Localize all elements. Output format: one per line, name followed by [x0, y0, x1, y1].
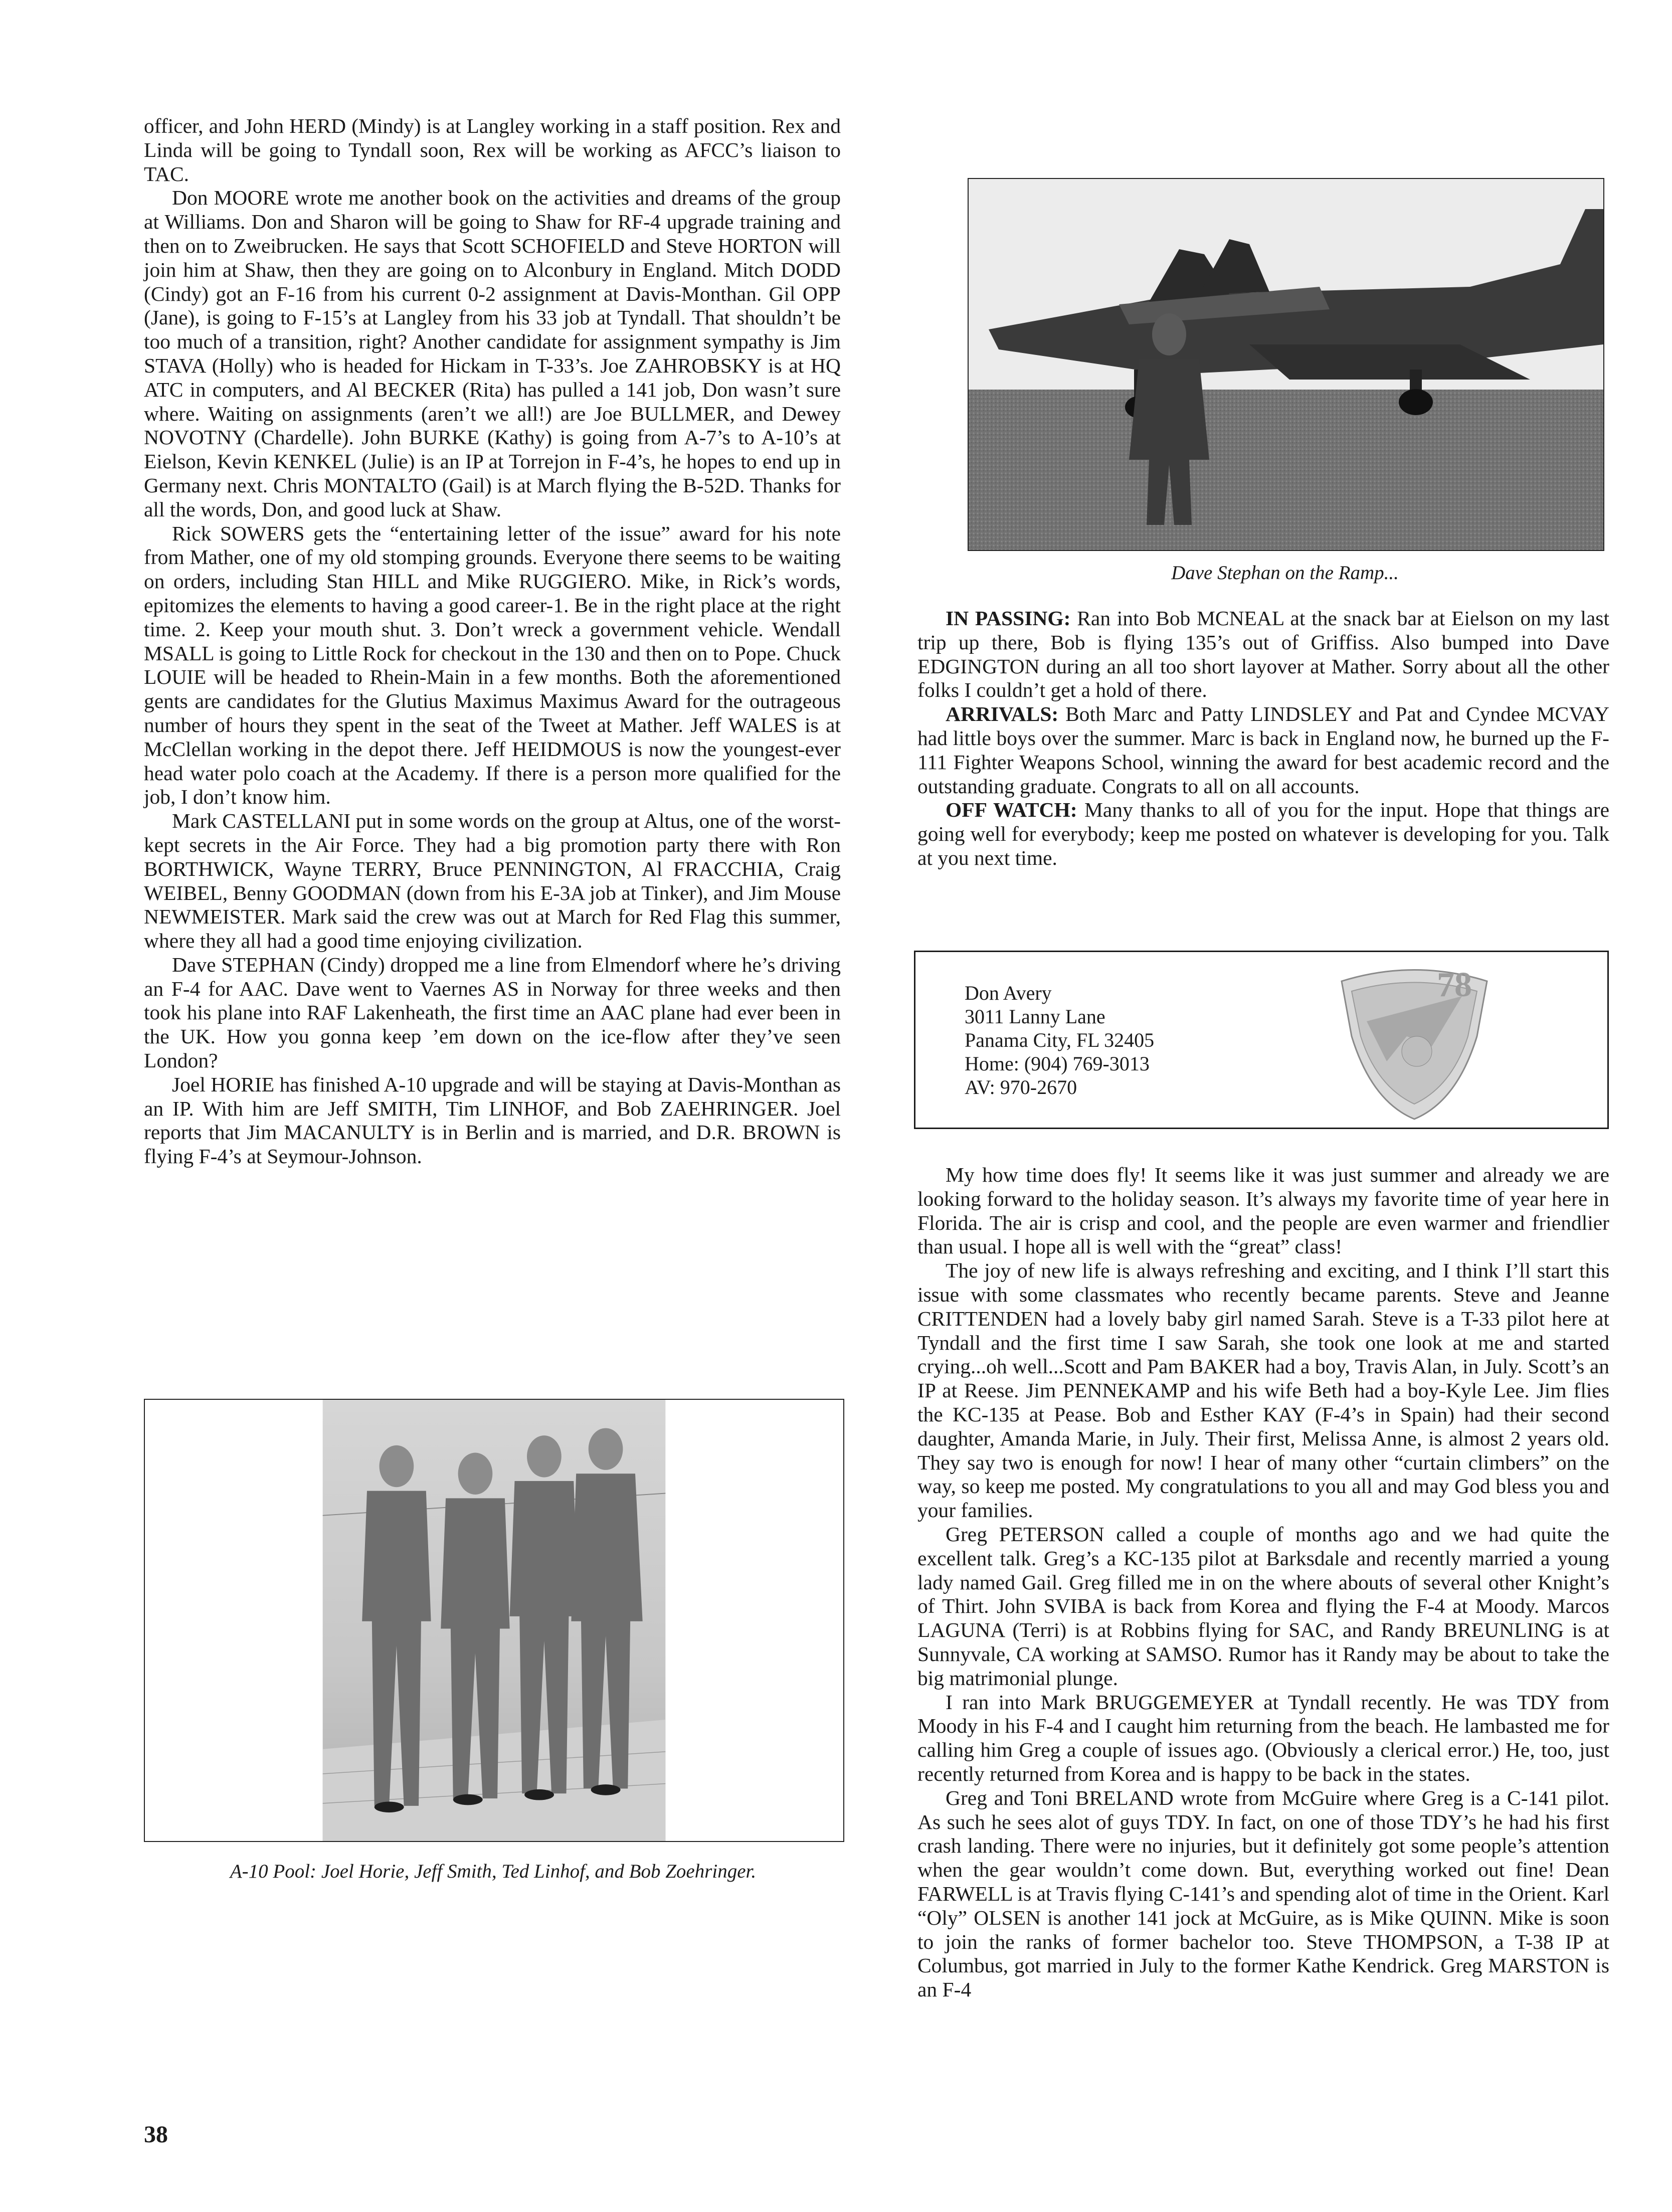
- paragraph: Greg and Toni BRELAND wrote from McGuire where Greg is a C-141 pilot. As such he sees alot of guys TDY. In fact, on one of those TDY’s he had his first crash landing. There were no injuries, but it definitely got some people’s attention when the gear wouldn’t come down. But, everything worked out fine! Dean FARWELL is at Travis flying C-141’s and spending alot of time in the Orient. Karl “Oly” OLSEN is another 141 jock at McGuire, as is Mike QUINN. Mike is soon to join the ranks of former bachelor too. Steve THOMPSON, a T-38 IP at Columbus, got married in July to the former Kathe Kendrick. Greg MARSTON is an F-4: [917, 1786, 1609, 2001]
- in-passing-paragraph: [917, 607, 1609, 702]
- paragraph: Greg PETERSON called a couple of months ago and we had quite the excellent talk. Greg’s a KC-135 pilot at Barksdale and recently married a young lady named Gail. Greg filled me in on the where abouts of several other Knight’s of Thirt. John SVIBA is back from Korea and flying the F-4 at Moody. Marcos LAGUNA (Terri) is at Robbins flying for SAC, and Randy BREUNLING is at Sunnyvale, CA working at SAMSO. Rumor has it Randy may be about to take the big matrimonial plunge.: [917, 1522, 1609, 1690]
- address-home-phone: Home: (904) 769-3013: [965, 1052, 1150, 1075]
- paragraph: Mark CASTELLANI put in some words on the group at Altus, one of the worst-kept secrets in the Air Force. They had a big promotion party there with Ron BORTHWICK, Wayne TERRY, Bruce PENNINGTON, Al FRACCHIA, Craig WEIBEL, Benny GOODMAN (down from his E-3A job at Tinker), and Jim Mouse NEWMEISTER. Mark said the crew was out at March for Red Flag this summer, where they all had a good time enjoying civilization.: [144, 809, 841, 953]
- off-watch-text: Many thanks to all of you for the input. Hope that things are going well for everybody; keep me posted on whatever is developing for you. Talk at you next time.: [917, 798, 1609, 869]
- crew-photo: [144, 1399, 844, 1842]
- off-watch-head: OFF WATCH:: [946, 798, 1077, 822]
- right-column-lower: [917, 1163, 1609, 2002]
- address-box: [914, 951, 1609, 1129]
- address-name: Don Avery: [965, 982, 1052, 1004]
- address-lines: [965, 981, 1154, 1099]
- arrivals-head: ARRIVALS:: [946, 702, 1059, 726]
- crest-year: 78: [1437, 966, 1472, 1004]
- left-column-text: [144, 114, 841, 1169]
- paragraph: My how time does fly! It seems like it was just summer and already we are looking forward to the holiday season. It’s always my favorite time of year here in Florida. The air is crisp and cool, and the people are even warmer and friendlier than usual. I hope all is well with the “great” class!: [917, 1163, 1609, 1258]
- paragraph: Joel HORIE has finished A-10 upgrade and will be staying at Davis-Monthan as an IP. With him are Jeff SMITH, Tim LINHOF, and Bob ZAEHRINGER. Joel reports that Jim MACANULTY is in Berlin and is married, and D.R. BROWN is flying F-4’s at Seymour-Johnson.: [144, 1072, 841, 1168]
- in-passing-text: Ran into Bob MCNEAL at the snack bar at Eielson on my last trip up there, Bob is flying 135’s out of Griffiss. Also bumped into Dave EDGINGTON during an all too short layover at Mather. Sorry about all the other folks I couldn’t get a hold of there.: [917, 607, 1609, 702]
- page-number: 38: [144, 2121, 168, 2148]
- arrivals-paragraph: [917, 702, 1609, 798]
- crew-illustration: [145, 1400, 843, 1841]
- class-crest-icon: [1332, 961, 1497, 1122]
- address-av-phone: AV: 970-2670: [965, 1076, 1077, 1098]
- in-passing-head: IN PASSING:: [946, 607, 1071, 630]
- paragraph: Rick SOWERS gets the “entertaining letter of the issue” award for his note from Mather, one of my old stomping grounds. Everyone there seems to be waiting on orders, including Stan HILL and Mike RUGGIERO. Mike, in Rick’s words, epitomizes the elements to having a good career-1. Be in the right place at the right time. 2. Keep your mouth shut. 3. Don’t wreck a government vehicle. Wendall MSALL is going to Little Rock for checkout in the 130 and then on to Pope. Chuck LOUIE will be headed to Rhein-Main in a few months. Both the aforementioned gents are candidates for the Glutius Maximus Maximus Award for the outrageous number of hours they spent in the seat of the Tweet at Mather. Jeff WALES is at McClellan working in the depot there. Jeff HEIDMOUS is now the youngest-ever head water polo coach at the Academy. If there is a person more qualified for the job, I don’t know him.: [144, 521, 841, 809]
- address-city: Panama City, FL 32405: [965, 1029, 1155, 1051]
- jet-photo-caption: Dave Stephan on the Ramp...: [1171, 562, 1399, 584]
- crew-photo-caption: A-10 Pool: Joel Horie, Jeff Smith, Ted Linhof, and Bob Zoehringer.: [230, 1861, 757, 1882]
- jet-photo: [968, 178, 1604, 551]
- arrivals-text: Both Marc and Patty LINDSLEY and Pat and Cyndee MCVAY had little boys over the summer. Marc is back in England now, he burned up the F-111 Fighter Weapons School, winning the award for best academic record and the outstanding graduate. Congrats to all on all accounts.: [917, 702, 1609, 798]
- paragraph: I ran into Mark BRUGGEMEYER at Tyndall recently. He was TDY from Moody in his F-4 and I caught him returning from the beach. He lambasted me for calling him Greg a couple of issues ago. (Obviously a clerical error.) He, too, just recently returned from Korea and is happy to be back in the states.: [917, 1690, 1609, 1785]
- right-column-upper: [917, 607, 1609, 870]
- paragraph: The joy of new life is always refreshing and exciting, and I think I’ll start this issue with some classmates who recently became parents. Steve and Jeanne CRITTENDEN had a lovely baby girl named Sarah. Steve is a T-33 pilot here at Tyndall and the first time I saw Sarah, she took one look at me and started crying...oh well...Scott and Pam BAKER had a boy, Travis Alan, in July. Scott’s an IP at Reese. Jim PENNEKAMP and his wife Beth had a boy-Kyle Lee. Jim flies the KC-135 at Pease. Bob and Esther KAY (F-4’s in Spain) had their second daughter, Amanda Marie, in July. Their first, Melissa Anne, is almost 2 years old. They say two is enough for now! I hear of many other “curtain climbers” on the way, so keep me posted. My congratulations to you all and may God bless you and your families.: [917, 1259, 1609, 1522]
- off-watch-paragraph: [917, 798, 1609, 870]
- paragraph: officer, and John HERD (Mindy) is at Langley working in a staff position. Rex and Linda will be going to Tyndall soon, Rex will be working as AFCC’s liaison to TAC.: [144, 114, 841, 186]
- address-street: 3011 Lanny Lane: [965, 1005, 1105, 1028]
- paragraph: Don MOORE wrote me another book on the activities and dreams of the group at Williams. Don and Sharon will be going to Shaw for RF-4 upgrade training and then on to Zweibrucken. He says that Scott SCHOFIELD and Steve HORTON will join him at Shaw, then they are going on to Alconbury in England. Mitch DODD (Cindy) got an F-16 from his current 0-2 assignment at Davis-Monthan. Gil OPP (Jane), is going to F-15’s at Langley from his 33 job at Tyndall. That shouldn’t be too much of a transition, right? Another candidate for assignment sympathy is Jim STAVA (Holly) who is headed for Hickam in T-33’s. Joe ZAHROBSKY is at HQ ATC in computers, and Al BECKER (Rita) has pulled a 141 job, Don wasn’t sure where. Waiting on assignments (aren’t we all!) are Joe BULLMER, and Dewey NOVOTNY (Chardelle). John BURKE (Kathy) is going from A-7’s to A-10’s at Eielson, Kevin KENKEL (Julie) is an IP at Torrejon in F-4’s, he hopes to end up in Germany next. Chris MONTALTO (Gail) is at March flying the B-52D. Thanks for all the words, Don, and good luck at Shaw.: [144, 186, 841, 521]
- jet-illustration: [969, 179, 1603, 550]
- paragraph: Dave STEPHAN (Cindy) dropped me a line from Elmendorf where he’s driving an F-4 for AAC. Dave went to Vaernes AS in Norway for three weeks and then took his plane into RAF Lakenheath, the first time an AAC plane had ever been in the UK. How you gonna keep ’em down on the ice-flow after they’ve seen London?: [144, 953, 841, 1072]
